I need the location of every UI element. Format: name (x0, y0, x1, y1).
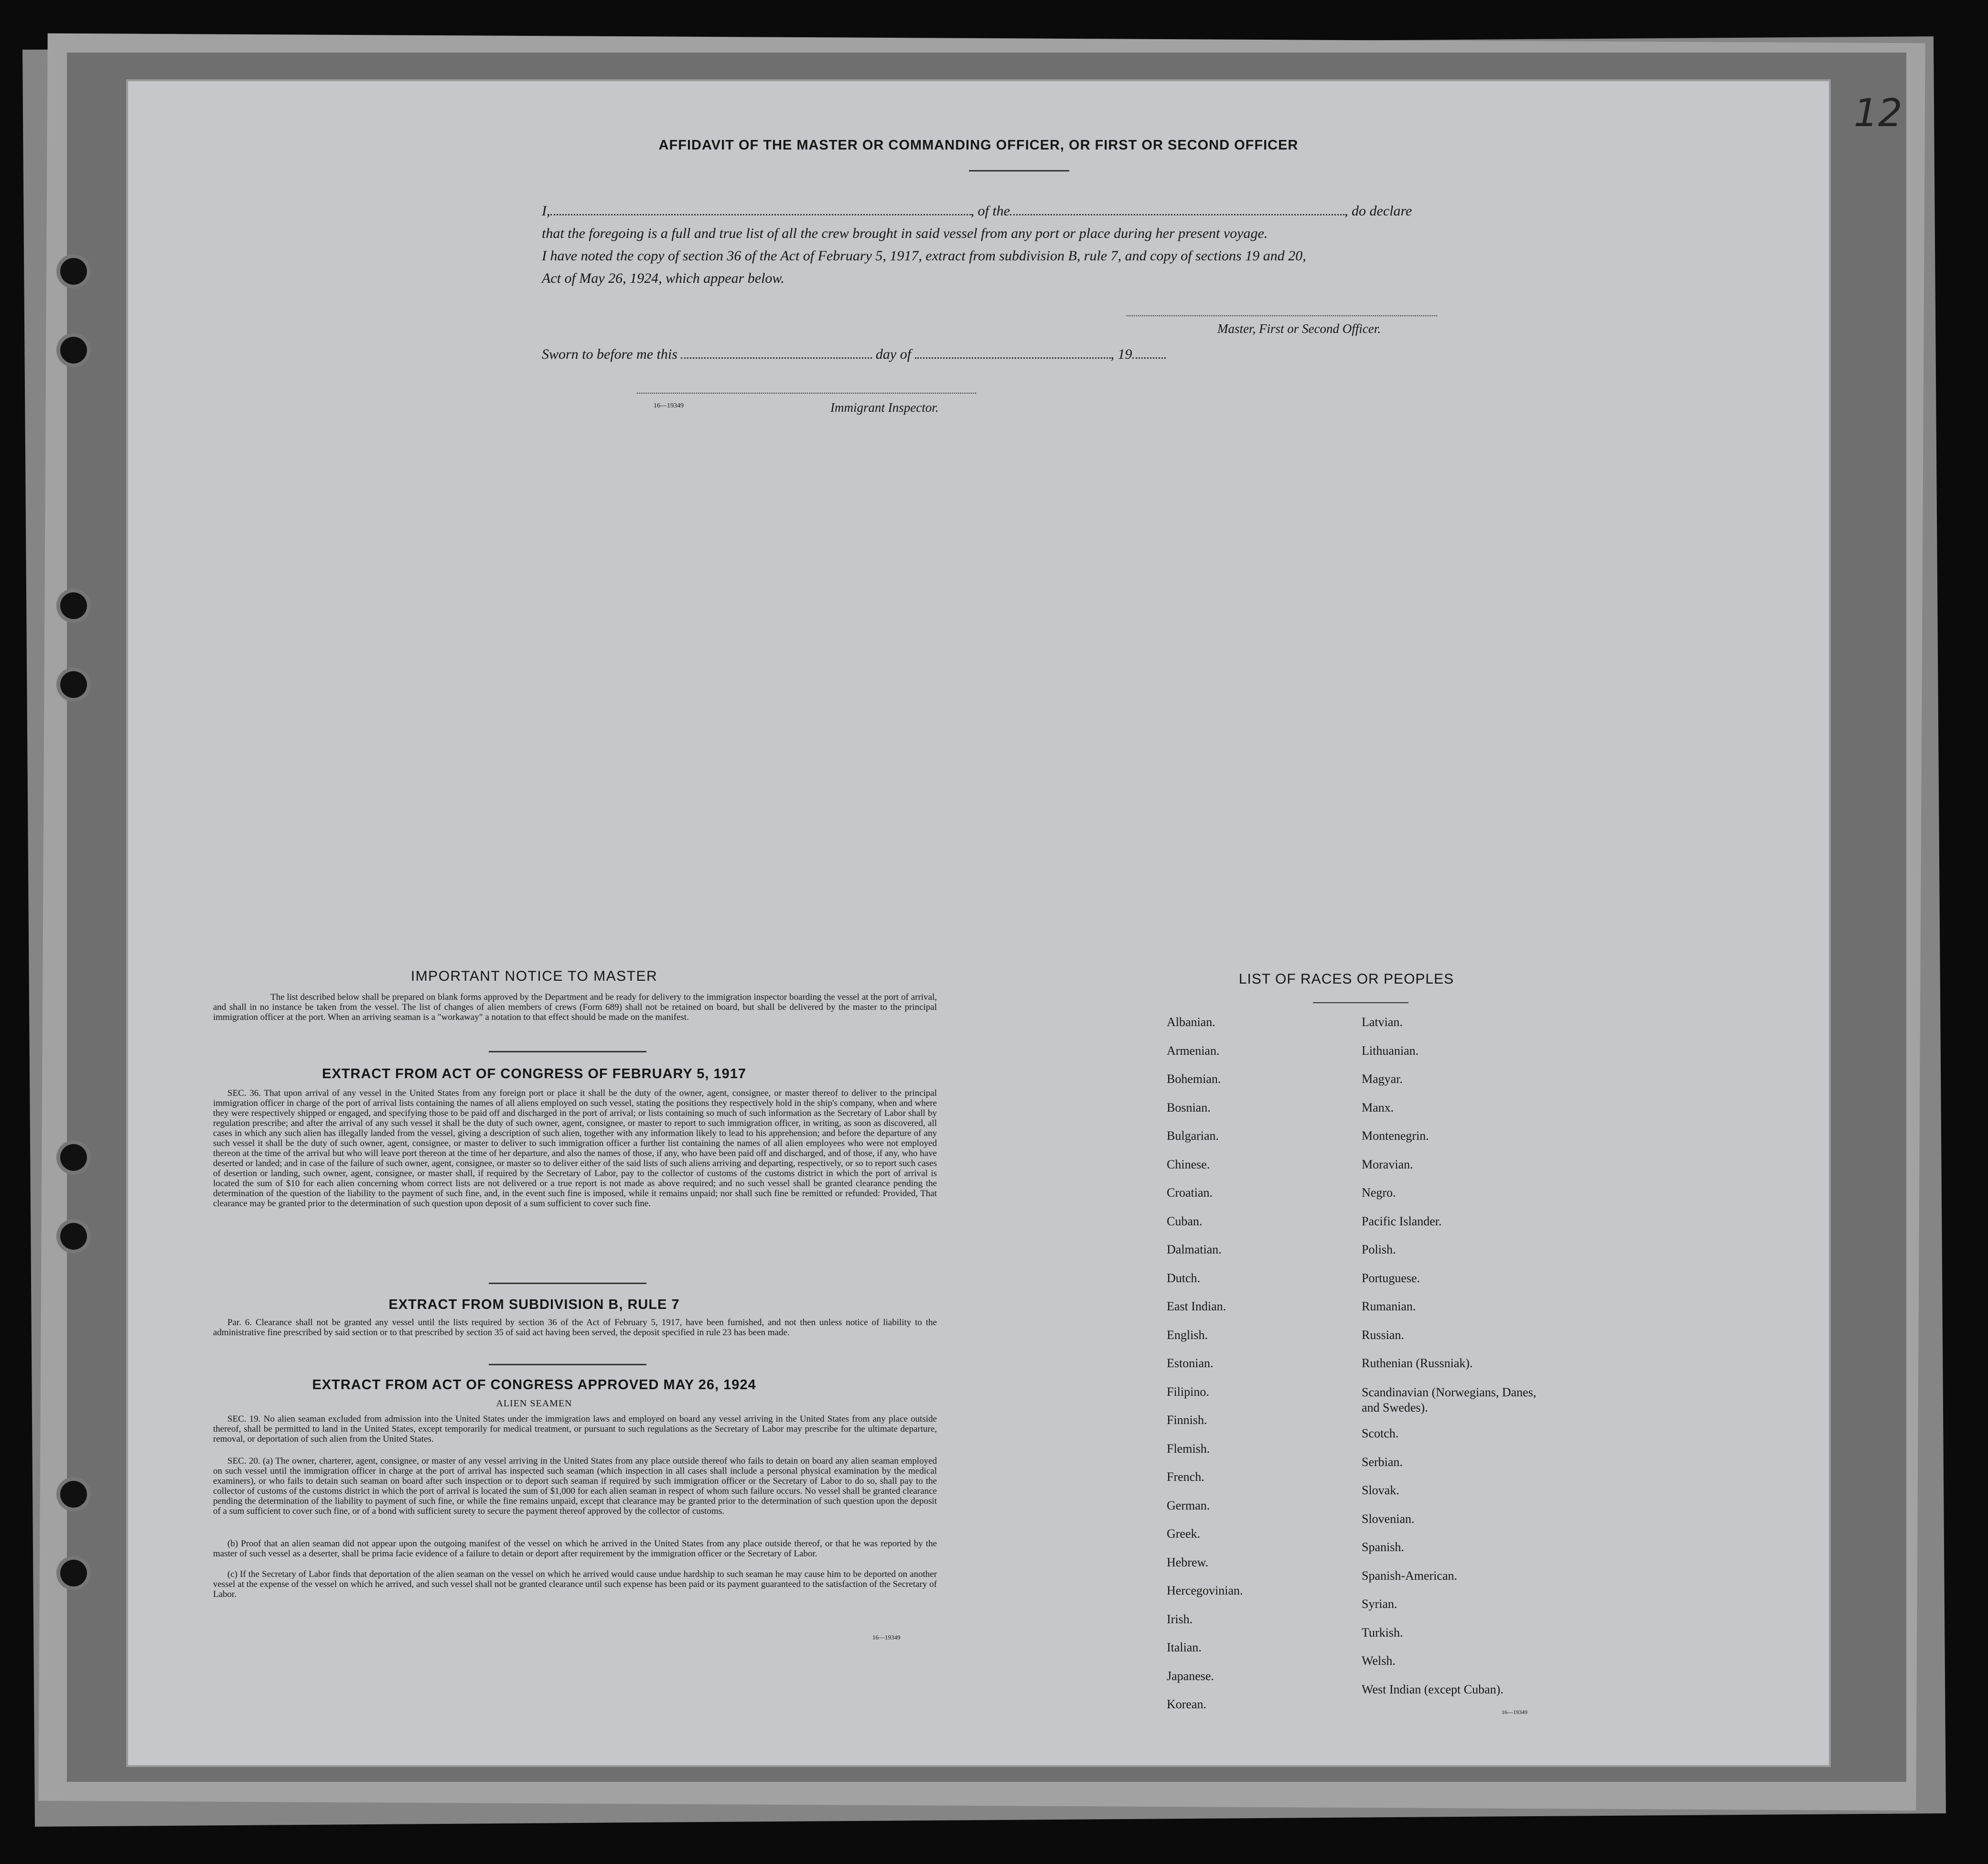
divider (1313, 1002, 1408, 1003)
binder-hole (60, 1223, 87, 1250)
race-item: Lithuanian. (1362, 1043, 1419, 1058)
race-item: Rumanian. (1362, 1299, 1416, 1313)
sec20b-body: (b) Proof that an alien seaman did not appear upon the outgoing manifest of the vessel on which he arrived in the United States from any place outside thereof, or that he was reported by the master of such vessel as a deserter, shall be prima facie evidence of a failure to detain or deport after requirement by the immigration officer or the Secretary of Labor. (213, 1539, 937, 1559)
race-item: Hercegovinian. (1167, 1584, 1243, 1597)
form-number: 16—19349 (872, 1634, 901, 1641)
race-item: Irish. (1167, 1612, 1193, 1626)
affidavit-line2: that the foregoing is a full and true list of all the crew brought in said vessel from any port or place during her present voyage. (542, 225, 1268, 241)
race-item: Hebrew. (1167, 1555, 1209, 1569)
form-number: 16—19349 (654, 402, 684, 409)
divider (489, 1051, 646, 1052)
sec19-body: SEC. 19. No alien seaman excluded from admission into the United States under the immigration laws and employed on board any vessel arriving in the United States from any place outside thereof, shall be permitted to land in the United States, except temporarily for medical treatment, or pursuant to such regulations as the Secretary of Labor may prescribe for the ultimate departure, removal, or deportation of such alien from the United States. (213, 1414, 937, 1444)
sworn-prefix: Sworn to before me this (542, 346, 677, 362)
race-item: Turkish. (1362, 1625, 1403, 1639)
race-item: Spanish. (1362, 1540, 1404, 1554)
race-item: Flemish. (1167, 1441, 1210, 1456)
affidavit-line3: I have noted the copy of section 36 of the Act of February 5, 1917, extract from subdivision B, rule 7, and copy of sections 19 and 20, (542, 248, 1306, 264)
signature-line (1127, 314, 1437, 316)
race-item: Cuban. (1167, 1214, 1203, 1228)
race-item: Polish. (1362, 1243, 1396, 1256)
sworn-line (542, 343, 1166, 365)
race-item: Filipino. (1167, 1384, 1209, 1399)
race-item: German. (1167, 1498, 1210, 1512)
race-item: Scandinavian (Norwegians, Danes, and Swedes). (1362, 1385, 1537, 1414)
race-item: Spanish-American. (1362, 1568, 1458, 1583)
extract-1924-title: EXTRACT FROM ACT OF CONGRESS APPROVED MAY 26, 1924 (312, 1377, 756, 1393)
binder-hole (60, 592, 87, 619)
alien-seamen-subtitle: ALIEN SEAMEN (496, 1398, 572, 1409)
race-item: Latvian. (1362, 1015, 1403, 1029)
race-item: Russian. (1362, 1328, 1404, 1342)
race-item: Greek. (1167, 1527, 1201, 1541)
notice-body: The list described below shall be prepared on blank forms approved by the Department and be ready for delivery to the immigration inspector boarding the vessel at the port of arrival, and shall in no instance be taken from the vessel. The list of changes of alien members of crews (Form 689) shall not be retained on board, but shall be delivered by the master to the principal immigration officer at the port. When an arriving seaman is a "workaway" a notation to that effect should be made on the manifest. (213, 992, 937, 1022)
race-item: Korean. (1167, 1697, 1207, 1711)
race-item: Japanese. (1167, 1669, 1214, 1683)
binder-hole (60, 671, 87, 698)
race-item: Manx. (1362, 1100, 1394, 1114)
inspector-label: Immigrant Inspector. (830, 400, 939, 415)
race-item: Albanian. (1167, 1015, 1215, 1029)
race-item: French. (1167, 1470, 1204, 1484)
form-sheet (128, 81, 1829, 1765)
affidavit-line4: Act of May 26, 1924, which appear below. (542, 270, 784, 286)
races-title: LIST OF RACES OR PEOPLES (1238, 971, 1454, 987)
race-item: Moravian. (1362, 1157, 1413, 1171)
race-item: Dutch. (1167, 1271, 1201, 1285)
race-item: Welsh. (1362, 1654, 1396, 1668)
race-item: Dalmatian. (1167, 1243, 1222, 1256)
month-blank (915, 346, 1111, 359)
race-item: Chinese. (1167, 1157, 1210, 1171)
race-item: Italian. (1167, 1640, 1202, 1654)
race-item: Finnish. (1167, 1413, 1207, 1427)
rule7-body: Par. 6. Clearance shall not be granted any vessel until the lists required by section 36 of the Act of February 5, 1917, have been furnished, and not then unless notice of liability to the administrative fine prescribed by said section or to that prescribed by section 35 of said act having been served, the deposit specified in rule 23 has been made. (213, 1318, 937, 1338)
affidavit-line1 (542, 200, 1412, 222)
extract-1917-body: SEC. 36. That upon arrival of any vessel in the United States from any foreign port or place it shall be the duty of the owner, agent, consignee, or master thereof to deliver to the principal immigration officer in charge of the port of arrival lists containing the names of all aliens employed on such vessel, stating the positions they respectively hold in the ship's company, when and where they were respectively shipped or engaged, and specifying those to be paid off and discharged in the port of arrival; or lists containing so much of such information as the Secretary of Labor shall by regulation prescribe; and after the arrival of any such vessel it shall be the duty of such owner, agent, consignee, or master to report to such immigration officer, in writing, as soon as discovered, all cases in which any such alien has illegally landed from the vessel, giving a description of such alien, together with any information likely to lead to his apprehension; and before the departure of any such vessel it shall be the duty of such owner, agent, consignee, or master to deliver to such immigration officer a further list containing the names of all alien employees who were not employed thereon at the time of the arrival but who will leave port thereon at the time of her departure, and also the names of those, if any, who have been paid off and discharged, and of those, if any, who have deserted or landed; and in case of the failure of such owner, agent, consignee, or master so to deliver either of the said lists of such aliens arriving and departing, respectively, or so to report such cases of desertion or landing, such owner, agent, consignee, or master shall, if required by the Secretary of Labor, pay to the collector of customs of the customs district in which the port of arrival is located the sum of $10 for each alien concerning whom correct lists are not delivered or a true report is not made as above required; and no such vessel shall be granted clearance pending the determination of the question of the liability to the payment of such fine, and, in the event such fine is imposed, while it remains unpaid; nor shall such fine be remitted or refunded: Provided, That clearance may be granted prior to the determination of such question upon deposit of a sum sufficient to cover such fine. (213, 1088, 937, 1209)
race-item: Bosnian. (1167, 1100, 1211, 1114)
handwritten-page-number: 12 (1854, 91, 1902, 135)
notice-title: IMPORTANT NOTICE TO MASTER (410, 968, 658, 984)
divider (969, 170, 1069, 171)
race-item: East Indian. (1167, 1299, 1226, 1313)
race-item: Croatian. (1167, 1186, 1213, 1200)
binder-hole (60, 337, 87, 364)
binder-hole (60, 1144, 87, 1171)
race-item: Armenian. (1167, 1043, 1220, 1058)
name-blank (550, 203, 971, 215)
day-blank (681, 346, 872, 359)
year-blank (1132, 346, 1166, 359)
vessel-blank (1010, 203, 1344, 215)
binder-hole (60, 258, 87, 285)
i-label: I, (542, 203, 550, 219)
binder-hole (60, 1481, 87, 1508)
race-item: English. (1167, 1328, 1208, 1342)
race-item: Montenegrin. (1362, 1129, 1429, 1143)
year-prefix: , 19 (1110, 346, 1132, 362)
race-item: Bohemian. (1167, 1072, 1221, 1086)
race-item: Bulgarian. (1167, 1129, 1219, 1143)
race-item: Scotch. (1362, 1426, 1399, 1440)
signature-label: Master, First or Second Officer. (1217, 321, 1381, 336)
race-item: Serbian. (1362, 1455, 1403, 1469)
divider (489, 1364, 646, 1365)
race-item: Syrian. (1362, 1597, 1397, 1611)
extract-1917-title: EXTRACT FROM ACT OF CONGRESS OF FEBRUARY 5, 1917 (322, 1066, 747, 1082)
race-item: Slovenian. (1362, 1511, 1415, 1526)
sec20a-body: SEC. 20. (a) The owner, charterer, agent, consignee, or master of any vessel arriving in the United States from any place outside thereof who fails to detain on board any alien seaman employed on such vessel until the immigration officer in charge at the port of arrival has inspected such seaman (which inspection in all cases shall include a personal physical examination by the medical examiners), or who fails to detain such seaman on board after such inspection or to deport such seaman if required by such immigration officer or the Secretary of Labor to do so, shall pay to the collector of customs of the customs district in which the port of arrival is located the sum of $1,000 for each alien seaman in respect of whom such failure occurs. No vessel shall be granted clearance pending the determination of the liability to payment of such fine, or while the fine remains unpaid, except that clearance may be granted prior to the determination of such question upon the deposit of a sum sufficient to cover such fine, or of a bond with sufficient surety to secure the payment thereof approved by the collector of customs. (213, 1456, 937, 1516)
inspector-signature-line (637, 392, 976, 394)
rule7-title: EXTRACT FROM SUBDIVISION B, RULE 7 (388, 1297, 680, 1312)
affidavit-title: AFFIDAVIT OF THE MASTER OR COMMANDING OFFICER, OR FIRST OR SECOND OFFICER (658, 138, 1299, 153)
race-item: West Indian (except Cuban). (1362, 1682, 1504, 1696)
binder-hole (60, 1560, 87, 1586)
divider (489, 1283, 646, 1284)
race-item: Ruthenian (Russniak). (1362, 1356, 1473, 1370)
race-item: Magyar. (1362, 1072, 1403, 1086)
race-item: Negro. (1362, 1186, 1396, 1200)
sec20c-body: (c) If the Secretary of Labor finds that deportation of the alien seaman on the vessel on which he arrived would cause undue hardship to such seaman he may cause him to be deported on another vessel at the expense of the vessel on which he arrived, and such vessel shall not be granted clearance until such expense has been paid or its payment guaranteed to the satisfaction of the Secretary of Labor. (213, 1569, 937, 1599)
day-of-label: day of (875, 346, 912, 362)
race-item: Portuguese. (1362, 1271, 1420, 1285)
do-declare-label: , do declare (1344, 203, 1412, 219)
race-item: Slovak. (1362, 1483, 1399, 1497)
of-the-label: , of the (970, 203, 1010, 219)
form-number: 16—19349 (1502, 1709, 1527, 1715)
race-item: Estonian. (1167, 1356, 1214, 1370)
race-item: Pacific Islander. (1362, 1214, 1442, 1228)
